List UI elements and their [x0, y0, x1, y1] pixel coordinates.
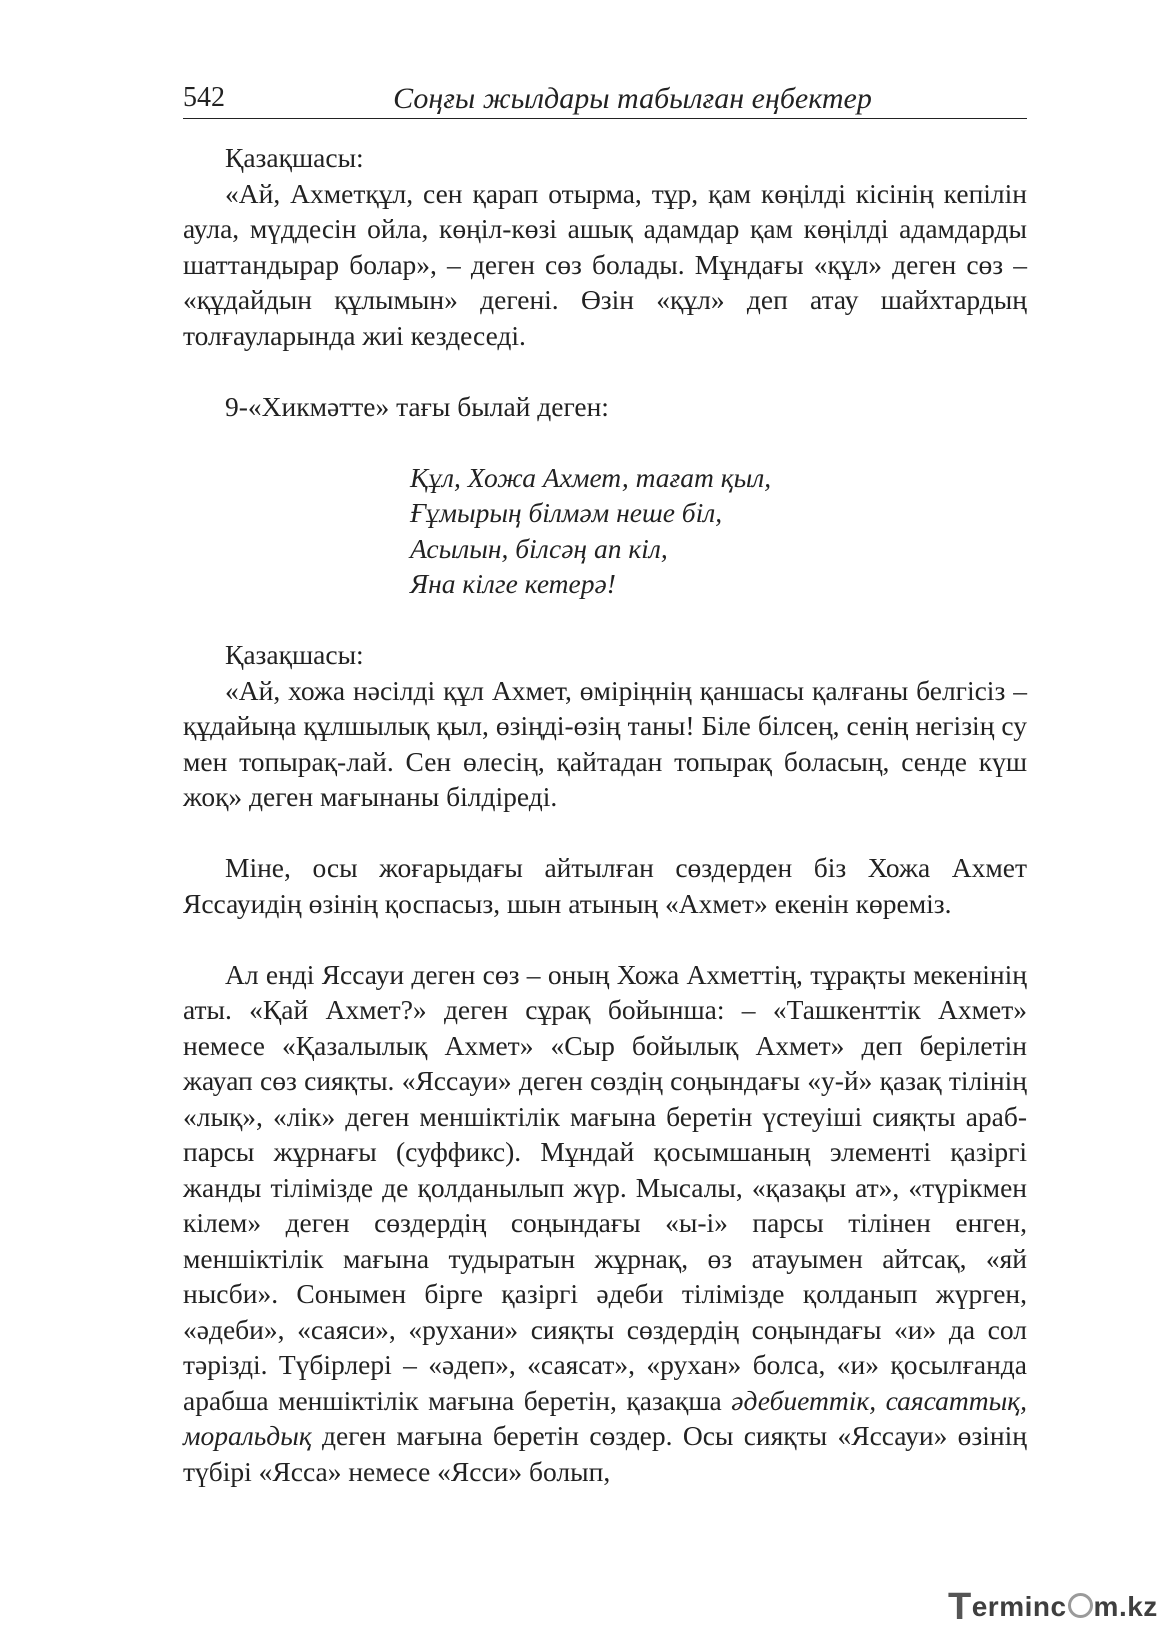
translation-label: Қазақшасы:	[225, 639, 364, 670]
running-title: Соңғы жылдары табылған еңбектер	[393, 82, 872, 115]
translation-paragraph: «Ай, хожа нәсілді құл Ахмет, өміріңнің қаншасы қалғаны белгісіз – құдайыңа құлшылық қыл, өзіңді-өзің таны! Біле білсең, сенің негізің су мен топырақ-лай. Сен өлесің, қайтадан топырақ боласың, сенде күш жоқ» деген мағынаны білдіреді.	[183, 674, 1027, 812]
page-body	[183, 140, 1027, 1489]
paragraph-spacer	[183, 921, 1027, 957]
magnifier-icon	[1068, 1593, 1093, 1618]
paragraph-spacer	[183, 424, 1027, 460]
translation-label: Қазақшасы:	[225, 142, 364, 173]
translation-paragraph: «Ай, Ахметқұл, сен қарап отырма, тұр, қам көңілді кісінің кепілін аула, мүддесін ойла, көңіл-көзі ашық адамдар қам көңілді адамдарды шаттандырар болар», – деген сөз болады. Мұндағы «құл» деген сөз – «құдайдын құлымын» дегені. Өзін «құл» деп атау шайхтардың толғауларында жиі кездеседі.	[183, 177, 1027, 351]
site-watermark-logo	[948, 1586, 1158, 1628]
verse-line: Яна кілге кетерә!	[410, 568, 616, 599]
paragraph-spacer	[183, 353, 1027, 389]
watermark-text: m.kz	[1093, 1591, 1158, 1622]
watermark-text: ermin	[971, 1591, 1051, 1622]
body-paragraph: Міне, осы жоғарыдағы айтылған сөздерден біз Хожа Ахмет Яссауидің өзінің қоспасыз, шын атының «Ахмет» екенін көреміз.	[183, 852, 1027, 919]
paragraph-spacer	[183, 602, 1027, 638]
verse-line: Асылын, білсәң ап кіл,	[410, 532, 668, 564]
italic-terms: әдебиеттік, саясаттық, моральдық	[183, 1384, 1027, 1451]
verse-line: Ғұмырың білмәм неше біл,	[410, 497, 723, 528]
watermark-text: c	[1050, 1591, 1067, 1622]
watermark-initial: T	[948, 1586, 972, 1628]
page-number: 542	[183, 82, 225, 113]
page-header	[183, 78, 1027, 119]
verse-line: Құл, Хожа Ахмет, тағат қыл,	[410, 461, 772, 493]
verse-block	[183, 460, 1027, 602]
paragraph-spacer	[183, 815, 1027, 851]
paragraph-text: деген мағына беретін сөздер. Осы сияқты «Яссауи» өзінің түбірі «Ясса» немесе «Ясси» болып,	[183, 1420, 1027, 1487]
verse-intro: 9-«Хикмәтте» тағы былай деген:	[225, 390, 609, 422]
paragraph-text: Ал енді Яссауи деген сөз – оның Хожа Ахметтің, тұрақты мекенінің аты. «Қай Ахмет?» деген сұрақ бойынша: – «Ташкенттік Ахмет» немесе «Қазалылық Ахмет» «Сыр бойылық Ахмет» деп берілетін жауап сөз сияқты. «Яссауи» деген сөздің соңындағы «у-й» қазақ тілінің «лық», «лік» деген меншіктілік мағына беретін үстеуіші сияқты араб-парсы жұрнағы (суффикс). Мұндай қосымшаның элементі қазіргі жанды тілімізде де қолданылып жүр. Мысалы, «қазақы ат», «түрікмен кілем» деген сөздердің соңындағы «ы-і» парсы тілінен енген, меншіктілік мағына тудыратын жұрнақ, өз атауымен айтсақ, «яй нысби». Сонымен бірге қазіргі әдеби тілімізде қолданып жүрген, «әдеби», «саяси», «рухани» сияқты сөздердің соңындағы «и» да сол тәрізді. Түбірлері – «әдеп», «саясат», «рухан» болса, «и» қосылғанда арабша меншіктілік мағына беретін, қазақша	[183, 958, 1027, 1416]
body-paragraph	[183, 957, 1027, 1490]
